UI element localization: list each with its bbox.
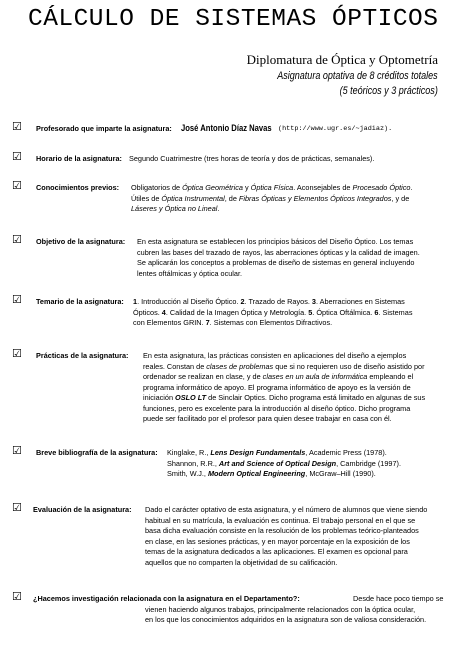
text: . — [410, 183, 413, 192]
professor-url[interactable]: (http://www.ugr.es/~jadiaz). — [278, 125, 393, 133]
text: . Calidad de la Imagen Óptica y Metrología. — [165, 307, 309, 317]
text: reales. Constan de — [143, 361, 207, 371]
text: puede ser facilitado por el profesor para quien desee trabajar en casa con él. — [143, 414, 392, 423]
checkmark-box-icon: ☑ — [12, 444, 22, 457]
text: . Sistemas con Elementos Difractivos. — [209, 318, 333, 327]
text: en clase, en las sesiones prácticas, y en mayor porcentaje en la exposición de los — [145, 536, 410, 546]
text: . Aconsejables de — [293, 183, 353, 192]
section-text: Segundo Cuatrimestre (tres horas de teoría y dos de prácticas, semanales). — [129, 154, 375, 163]
text: cubren las bases del trazado de rayos, las aberraciones ópticas y la calidad de imagen. — [137, 247, 420, 257]
text: , McGraw–Hill (1990). — [305, 469, 376, 478]
text: Smith, W.J., — [167, 469, 208, 478]
checkmark-box-icon: ☑ — [12, 179, 22, 192]
text: 6 — [374, 307, 379, 317]
text: . Trazado de Rayos. — [244, 297, 312, 306]
section-label: Conocimientos previos: — [36, 183, 120, 192]
credits-line: Asignatura optativa de 8 créditos totales — [277, 70, 438, 82]
text: 5 — [308, 307, 313, 317]
text: empleando el — [367, 372, 414, 381]
checkmark-box-icon: ☑ — [12, 120, 22, 133]
section-label: Profesorado que imparte la asignatura: — [36, 124, 172, 133]
text: de Sinclair Optics. Dicho programa está limitado en algunas de sus — [206, 393, 426, 402]
text: vienen haciendo algunos trabajos, principalmente relacionados con la óptica ocular, — [145, 604, 416, 614]
degree-subtitle: Diplomatura de Óptica y Optometría — [246, 52, 438, 67]
section-label: Evaluación de la asignatura: — [33, 505, 132, 514]
professor-name: José Antonio Díaz Navas — [181, 123, 272, 133]
text: , y de — [391, 193, 410, 203]
checkmark-box-icon: ☑ — [12, 347, 22, 360]
text: iniciación — [143, 393, 176, 402]
credits-detail-line: (5 teóricos y 3 prácticos) — [339, 85, 438, 97]
text: Modern Optical Engineering — [207, 469, 306, 478]
text: Shannon, R.R., — [167, 458, 219, 468]
text: En esta asignatura se establecen los principios básicos del Diseño Óptico. Los temas — [137, 237, 414, 246]
text: clases en un aula de informática — [262, 372, 368, 381]
text: 2 — [240, 297, 245, 306]
text: Dado el carácter optativo de esta asignatura, y el número de alumnos que viene siendo — [145, 505, 428, 514]
text: . Introducción al Diseño Óptico. — [137, 297, 241, 306]
section-label: ¿Hacemos investigación relacionada con la asignatura en el Departamento?: — [33, 594, 300, 603]
section-label: Prácticas de la asignatura: — [36, 351, 129, 360]
text: que si no requieren uso de diseño asistido por — [273, 361, 425, 371]
text: En esta asignatura, las prácticas consisten en aplicaciones del diseño a ejemplos — [143, 351, 407, 360]
text: Lens Design Fundamentals — [210, 448, 306, 457]
section-label: Objetivo de la asignatura: — [36, 237, 126, 246]
text: Art and Science of Optical Design — [218, 458, 337, 468]
text: OSLO LT — [175, 393, 207, 402]
text: y — [242, 183, 251, 192]
checkmark-box-icon: ☑ — [12, 501, 22, 514]
text: , Cambridge (1997). — [336, 458, 402, 468]
text: Útiles de — [131, 193, 162, 203]
text: 1 — [133, 297, 138, 306]
text: aquellos que no comparten la objetividad de su calificación. — [145, 557, 338, 567]
text: Óptica Física — [250, 183, 294, 192]
text: Láseres y Óptica no Lineal — [131, 204, 218, 213]
text: programa informático de apoyo. El programa informático de apoyo es la versión de — [143, 382, 411, 392]
text: , de — [224, 193, 239, 203]
text: Obligatorios de — [131, 183, 183, 192]
text: 7 — [205, 318, 210, 327]
text: Fibras Ópticas y Elementos Ópticos Integrados — [238, 193, 392, 203]
text: basa dicha evaluación consiste en la resolución de los problemas teórico-planteados — [145, 526, 419, 535]
text: Se aplicarán los conceptos a problemas de diseño de sistemas en general incluyendo — [137, 258, 415, 267]
section-label: Breve bibliografía de la asignatura: — [36, 448, 158, 457]
text: clases de problemas — [206, 361, 274, 371]
text: ordenador se realizan en clase, y de — [143, 372, 263, 381]
text: Óptica Geométrica — [182, 183, 243, 192]
text: con Elementos GRIN. — [133, 318, 206, 327]
text: . Sistemas — [378, 307, 413, 317]
text: habitual en su matrícula, la evaluación es continua. El trabajo personal en el que se — [145, 515, 416, 525]
text: Ópticos. — [133, 307, 162, 317]
text: . Aberraciones en Sistemas — [315, 297, 405, 306]
text: funciones, pero es excelente para la introducción al diseño óptico. Dicho programa — [143, 403, 411, 413]
text: Procesado Óptico — [352, 183, 411, 192]
text: Desde hace poco tiempo se — [353, 594, 444, 603]
checkmark-box-icon: ☑ — [12, 150, 22, 163]
text: 3 — [311, 297, 316, 306]
checkmark-box-icon: ☑ — [12, 233, 22, 246]
checkmark-box-icon: ☑ — [12, 293, 22, 306]
text: 4 — [161, 307, 166, 317]
text: lentes oftálmicas y óptica ocular. — [137, 268, 243, 278]
text: . Óptica Oftálmica. — [312, 307, 375, 317]
text: , Academic Press (1978). — [305, 448, 387, 457]
text: Kinglake, R., — [167, 448, 211, 457]
section-label: Horario de la asignatura: — [36, 154, 122, 163]
section-label: Temario de la asignatura: — [36, 297, 124, 306]
text: Óptica Instrumental — [161, 193, 225, 203]
checkmark-box-icon: ☑ — [12, 590, 22, 603]
text: en los que los conocimientos adquiridos en la asignatura son de valiosa consideración. — [145, 615, 427, 624]
page-title: CÁLCULO DE SISTEMAS ÓPTICOS — [28, 6, 439, 33]
text: temas de la asignatura dedicados a las aplicaciones. El examen es opcional para — [145, 547, 408, 556]
text: . — [217, 204, 220, 213]
